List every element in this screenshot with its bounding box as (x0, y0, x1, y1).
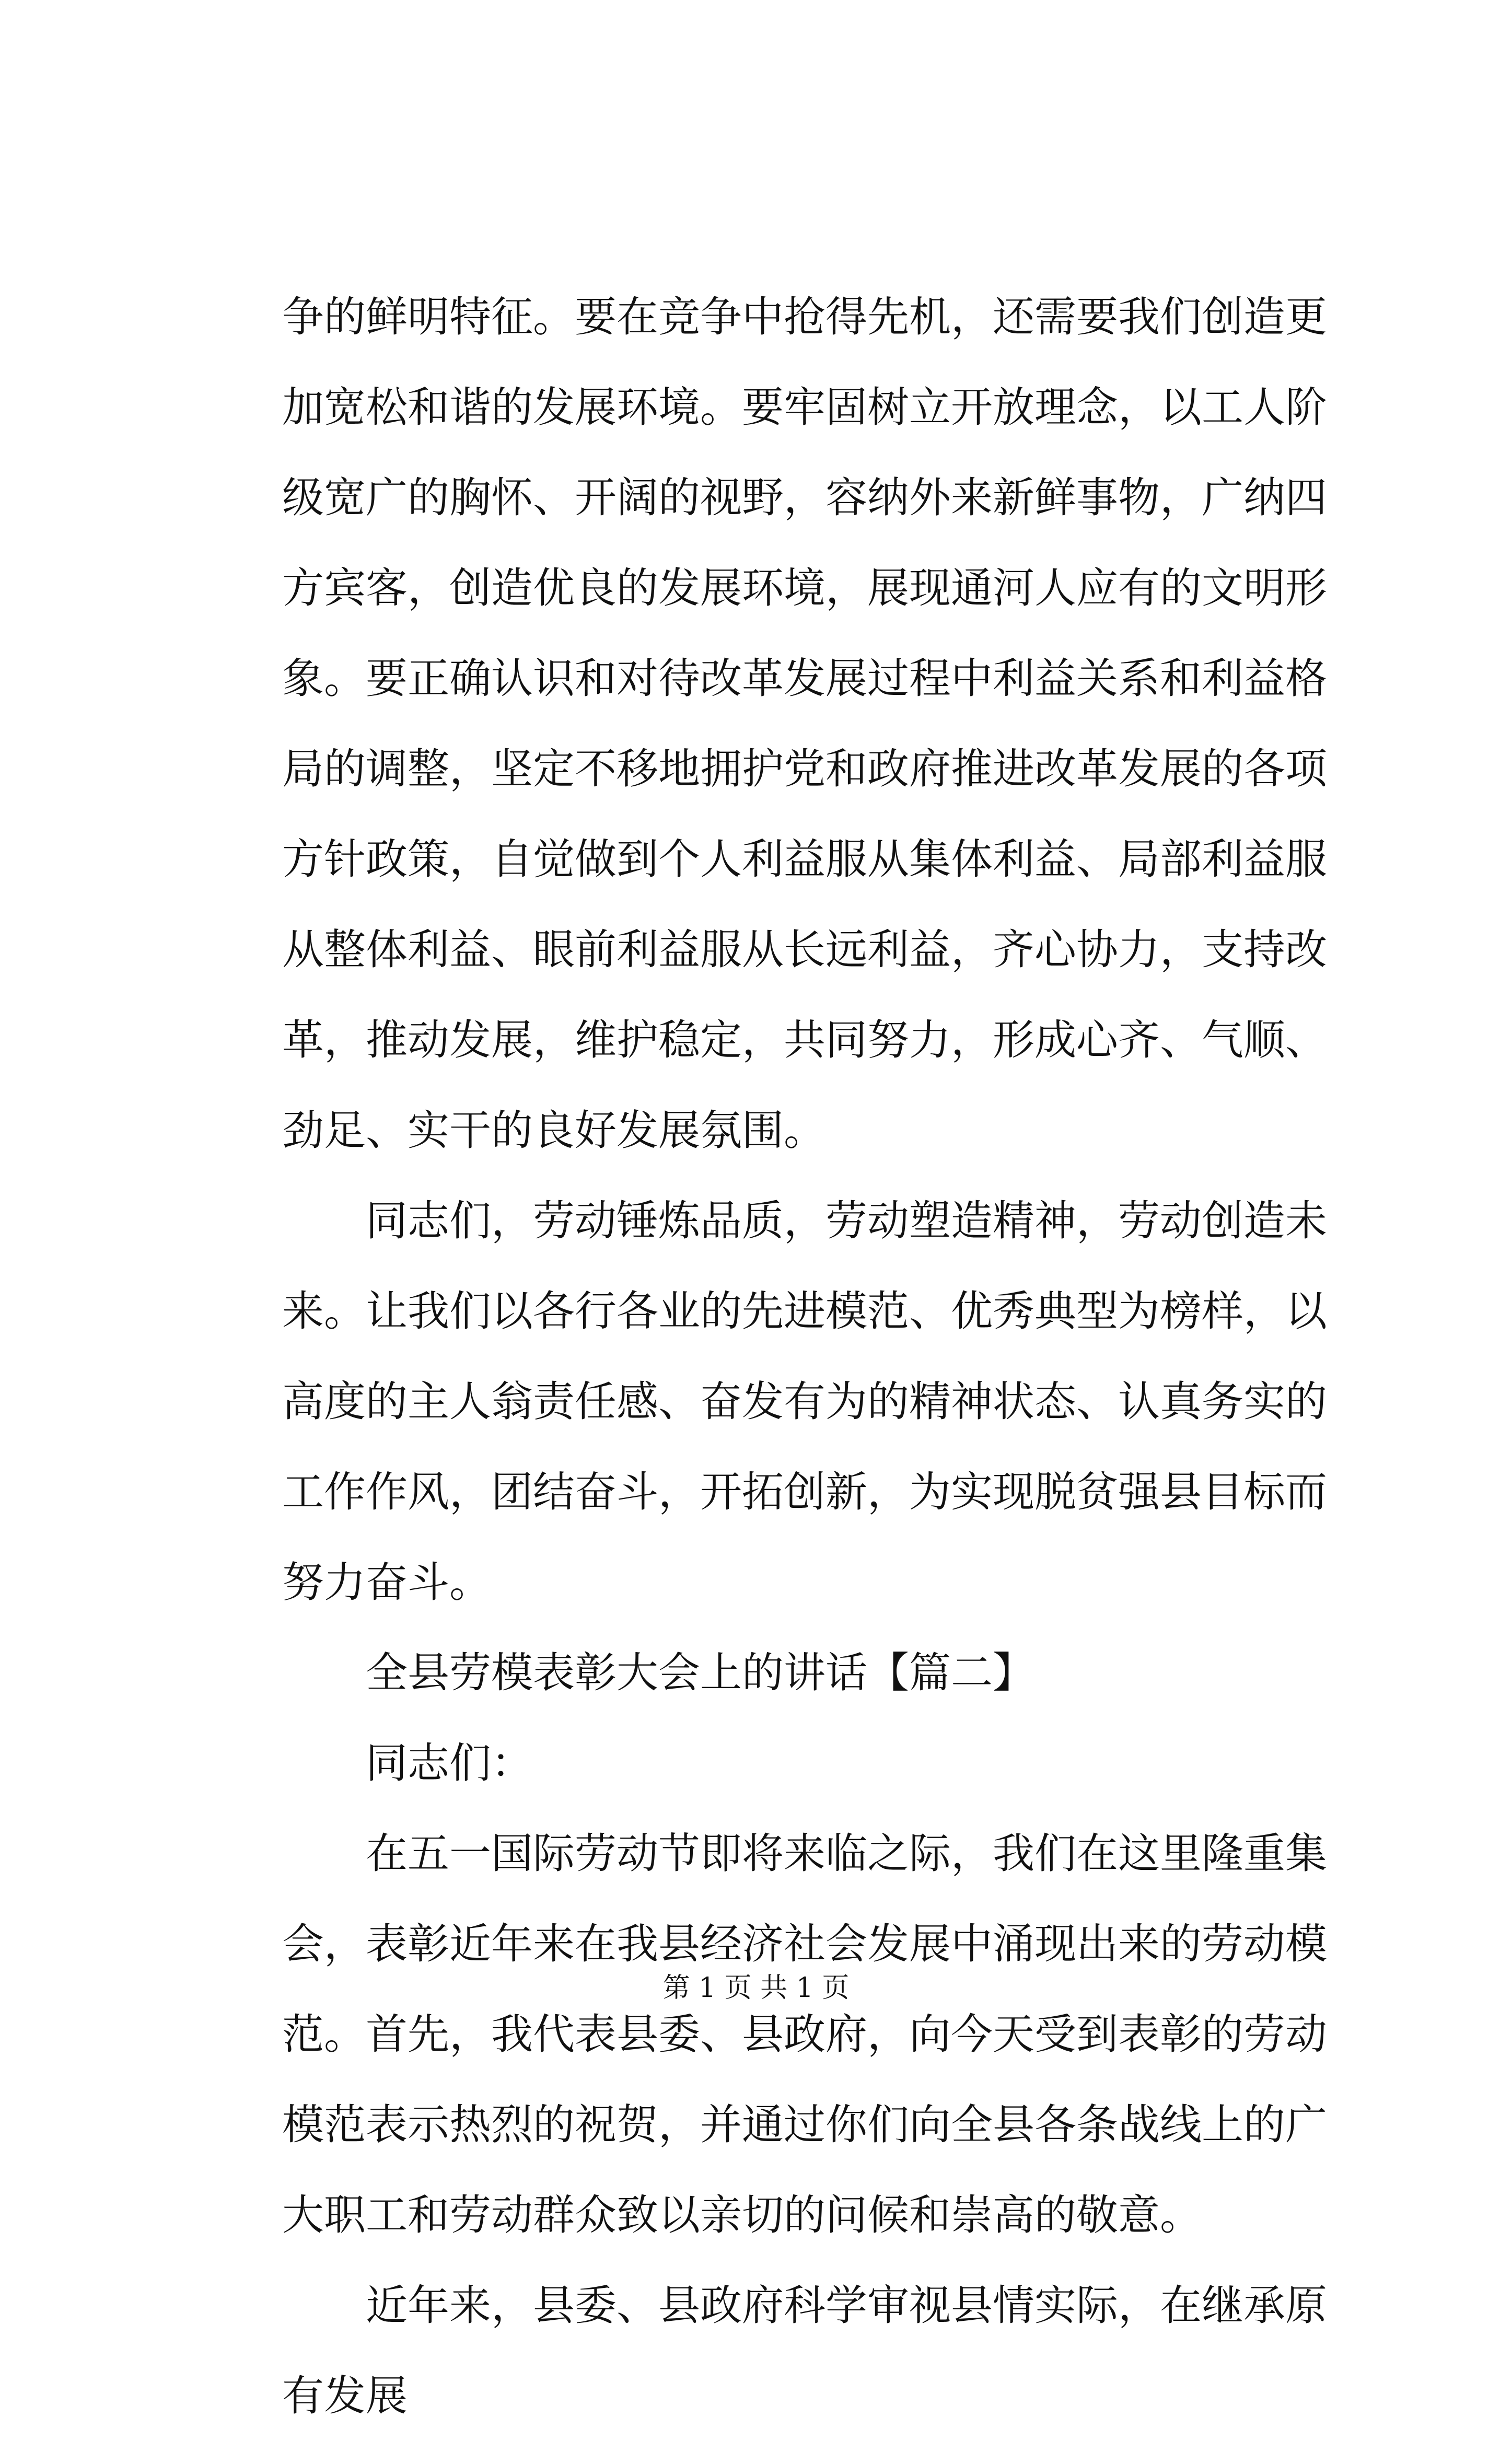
section-heading: 全县劳模表彰大会上的讲话【篇二】 (366, 1648, 1034, 1697)
document-body (282, 272, 1327, 2441)
paragraph-closing-appeal: 同志们，劳动锤炼品质，劳动塑造精神，劳动创造未来。让我们以各行各业的先进模范、优秀典型为榜样，以高度的主人翁责任感、奋发有为的精神状态、认真务实的工作作风，团结奋斗，开拓创新，为实现脱贫强县目标而努力奋斗。 (282, 1196, 1327, 1607)
paragraph-opening: 在五一国际劳动节即将来临之际，我们在这里隆重集会，表彰近年来在我县经济社会发展中涌现出来的劳动模范。首先，我代表县委、县政府，向今天受到表彰的劳动模范表示热烈的祝贺，并通过你们向全县各条战线上的广大职工和劳动群众致以亲切的问候和崇高的敬意。 (282, 1829, 1327, 2239)
paragraph-recent-years: 近年来，县委、县政府科学审视县情实际，在继承原有发展 (282, 2281, 1327, 2420)
paragraph-continuation: 争的鲜明特征。要在竞争中抢得先机，还需要我们创造更加宽松和谐的发展环境。要牢固树立开放理念，以工人阶级宽广的胸怀、开阔的视野，容纳外来新鲜事物，广纳四方宾客，创造优良的发展环境，展现通河人应有的文明形象。要正确认识和对待改革发展过程中利益关系和利益格局的调整，坚定不移地拥护党和政府推进改革发展的各项方针政策，自觉做到个人利益服从集体利益、局部利益服从整体利益、眼前利益服从长远利益，齐心协力，支持改革，推动发展，维护稳定，共同努力，形成心齐、气顺、劲足、实干的良好发展氛围。 (282, 293, 1327, 1155)
salutation: 同志们： (366, 1739, 533, 1787)
page-footer: 第 1 页 共 1 页 (662, 1972, 850, 2004)
